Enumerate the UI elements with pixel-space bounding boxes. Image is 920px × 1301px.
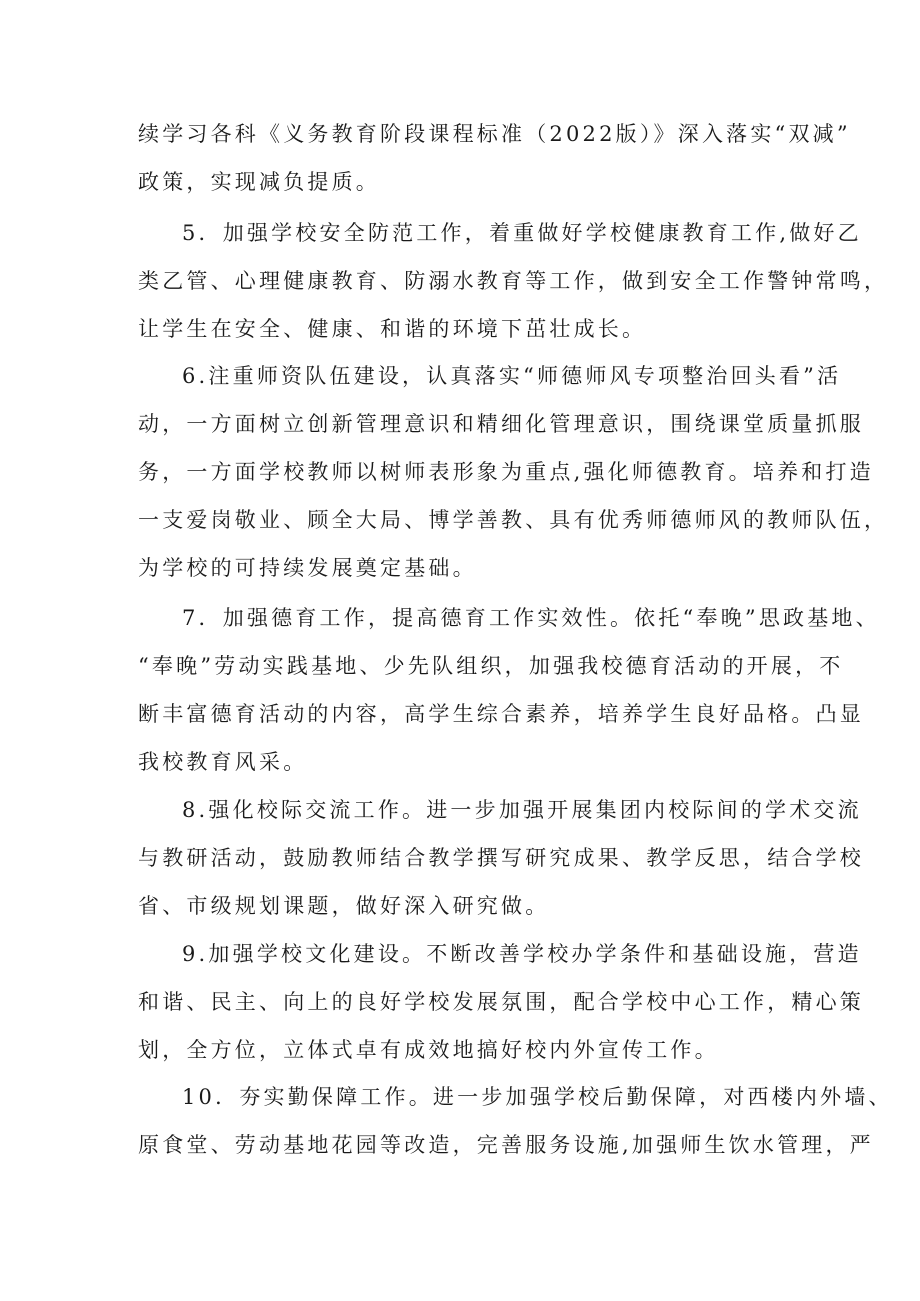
text-line: 我校教育风采。 [138, 750, 308, 774]
text-line: 类乙管、心理健康教育、防溺水教育等工作，做到安全工作警钟常鸣， [138, 269, 889, 293]
text-line: 断丰富德育活动的内容，高学生综合素养，培养学生良好品格。凸显 [138, 702, 864, 726]
text-line: 7．加强德育工作，提高德育工作实效性。依托“奉晚”思政基地、 [182, 606, 880, 630]
text-line: 与教研活动，鼓励教师结合教学撰写研究成果、教学反思，结合学校 [138, 846, 864, 870]
text-line: 一支爱岗敬业、顾全大局、博学善教、具有优秀师德师风的教师队伍， [138, 508, 889, 532]
paragraph-item-8 [138, 786, 864, 930]
text-line: 和谐、民主、向上的良好学校发展氛围，配合学校中心工作，精心策 [138, 990, 864, 1014]
text-line: 划，全方位，立体式卓有成效地搞好校内外宣传工作。 [138, 1038, 719, 1062]
text-line: 政策，实现减负提质。 [138, 170, 380, 194]
text-line: 让学生在安全、健康、和谐的环境下茁壮成长。 [138, 317, 647, 341]
text-line: 原食堂、劳动基地花园等改造，完善服务设施,加强师生饮水管理，严 [138, 1133, 874, 1157]
paragraph-continuation [138, 110, 851, 206]
paragraph-item-6 [138, 352, 889, 592]
text-line: 为学校的可持续发展奠定基础。 [138, 556, 477, 580]
paragraph-item-10 [138, 1073, 893, 1169]
text-line: 务，一方面学校教师以树师表形象为重点,强化师德教育。培养和打造 [138, 460, 874, 484]
text-line: 续学习各科《义务教育阶段课程标准（2022版）》深入落实“双减” [138, 122, 851, 146]
text-line: 5．加强学校安全防范工作，着重做好学校健康教育工作,做好乙 [182, 221, 862, 245]
paragraph-item-9 [138, 930, 864, 1074]
text-line: 9.加强学校文化建设。不断改善学校办学条件和基础设施，营造 [182, 942, 862, 966]
text-line: 省、市级规划课题，做好深入研究做。 [138, 894, 550, 918]
paragraph-item-5 [138, 209, 889, 353]
text-line: 10．夯实勤保障工作。进一步加强学校后勤保障，对西楼内外墙、 [182, 1085, 893, 1109]
text-line: “奉晚”劳动实践基地、少先队组织，加强我校德育活动的开展，不 [138, 654, 844, 678]
text-line: 6.注重师资队伍建设，认真落实“师德师风专项整治回头看”活 [182, 364, 842, 388]
text-line: 动，一方面树立创新管理意识和精细化管理意识，围绕课堂质量抓服 [138, 412, 864, 436]
text-line: 8.强化校际交流工作。进一步加强开展集团内校际间的学术交流 [182, 798, 862, 822]
paragraph-item-7 [138, 594, 880, 786]
